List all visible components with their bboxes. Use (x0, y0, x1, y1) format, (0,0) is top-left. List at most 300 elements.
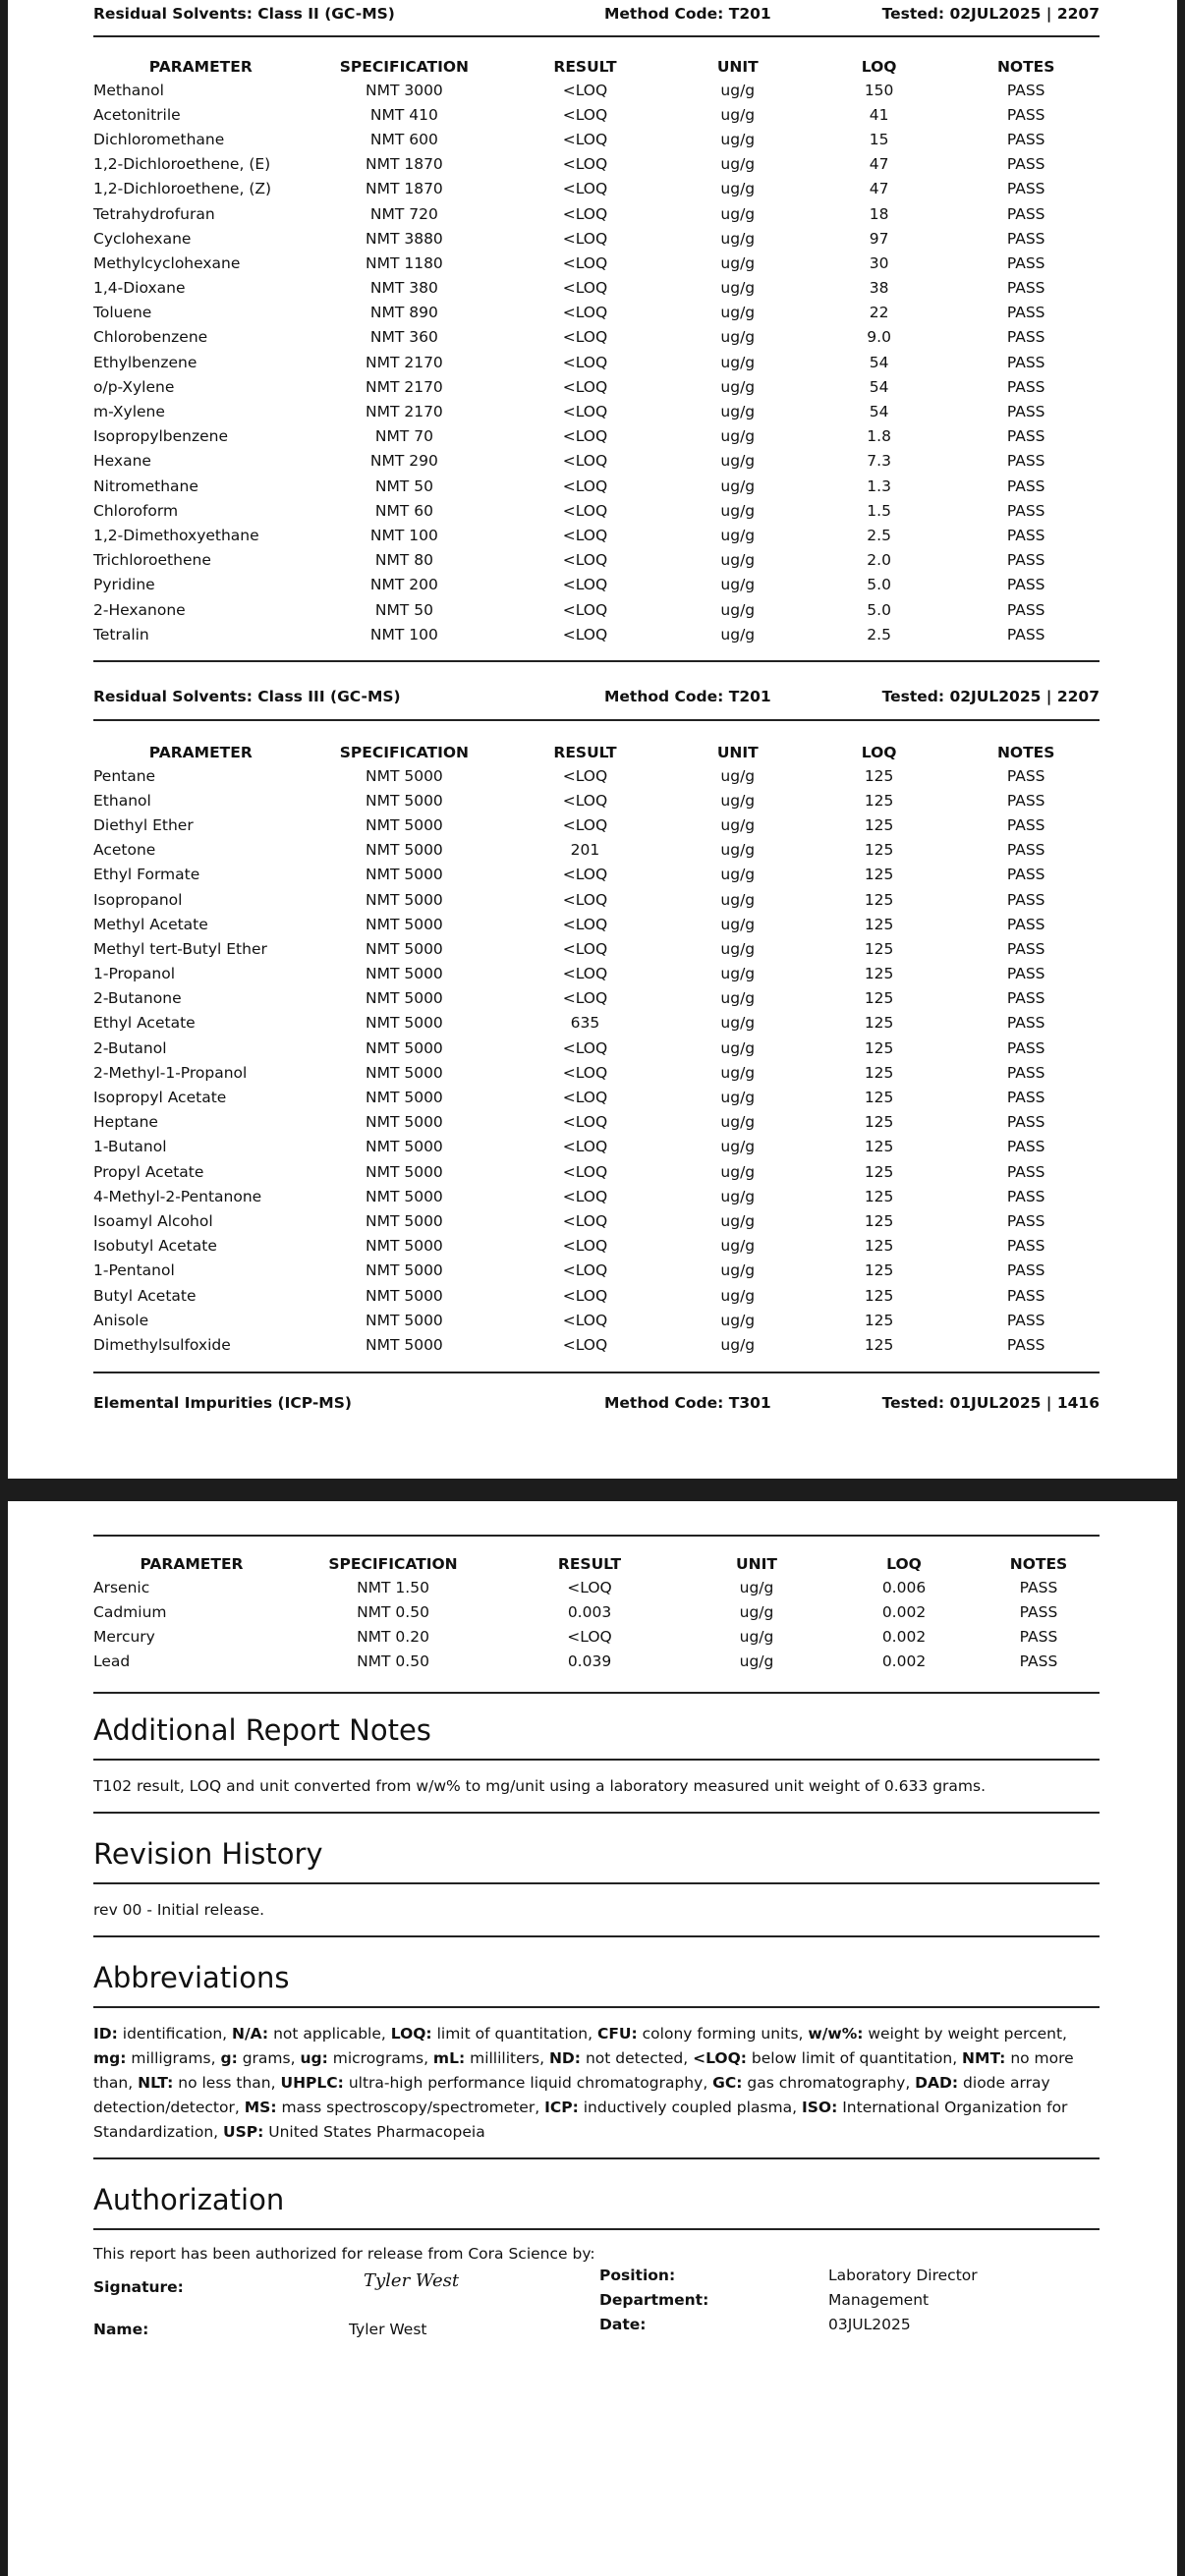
notes-cell: PASS (1006, 1113, 1045, 1132)
tested-date: Tested: 01JUL2025 | 1416 (881, 1393, 1100, 1412)
result-cell: <LOQ (562, 155, 608, 174)
result-cell: <LOQ (562, 939, 608, 958)
loq-cell: 125 (864, 815, 894, 834)
parameter-cell: 1,2-Dichloroethene, (E) (93, 155, 271, 174)
result-cell: <LOQ (562, 766, 608, 785)
notes-cell: PASS (1006, 625, 1045, 644)
specification-cell: NMT 3000 (365, 81, 443, 99)
parameter-cell: 1,2-Dichloroethene, (Z) (93, 180, 272, 198)
unit-cell: ug/g (720, 1261, 756, 1280)
loq-cell: 125 (864, 1063, 894, 1082)
table-row (93, 1085, 1100, 1109)
abbreviation-term: DAD: (915, 2073, 959, 2092)
abbreviation-definition: milliliters (470, 2048, 540, 2067)
notes-cell: PASS (1006, 526, 1045, 544)
result-cell: <LOQ (562, 328, 608, 347)
tested-date: Tested: 02JUL2025 | 2207 (881, 5, 1100, 23)
table-row (93, 301, 1100, 325)
unit-cell: ug/g (720, 551, 756, 570)
parameter-cell: Cadmium (93, 1602, 167, 1621)
specification-cell: NMT 5000 (365, 1311, 443, 1329)
abbreviation-definition: mass spectroscopy/spectrometer (281, 2098, 536, 2116)
abbreviation-definition: milligrams (131, 2048, 211, 2067)
loq-cell: 30 (869, 253, 889, 272)
abbreviation-term: ISO: (801, 2098, 838, 2116)
signature-label: Signature: (93, 2277, 184, 2296)
loq-cell: 18 (869, 204, 889, 223)
abbreviation-term: UHPLC: (280, 2073, 344, 2092)
method-code: Method Code: T301 (604, 1393, 771, 1412)
specification-cell: NMT 5000 (365, 965, 443, 983)
table-row (93, 226, 1100, 251)
parameter-cell: 1-Pentanol (93, 1261, 175, 1280)
elemental-header-row (93, 1552, 1100, 1575)
abbreviation-definition: United States Pharmacopeia (268, 2122, 485, 2141)
result-cell: <LOQ (562, 1063, 608, 1082)
loq-cell: 125 (864, 1089, 894, 1107)
unit-cell: ug/g (720, 1211, 756, 1230)
divider (93, 35, 1100, 37)
specification-cell: NMT 360 (369, 328, 438, 347)
notes-cell: PASS (1006, 1187, 1045, 1205)
elemental-section (93, 1535, 1100, 2345)
abbreviation-term: NMT: (962, 2048, 1006, 2067)
notes-cell: PASS (1006, 1261, 1045, 1280)
parameter-cell: Methyl Acetate (93, 915, 208, 933)
result-cell: <LOQ (562, 279, 608, 298)
result-cell: <LOQ (562, 1162, 608, 1181)
notes-cell: PASS (1006, 989, 1045, 1008)
unit-cell: ug/g (720, 1311, 756, 1329)
notes-cell: PASS (1019, 1652, 1058, 1671)
table-row (93, 1259, 1100, 1283)
unit-cell: ug/g (720, 452, 756, 471)
result-cell: <LOQ (562, 576, 608, 594)
unit-cell: ug/g (720, 180, 756, 198)
specification-cell: NMT 720 (369, 204, 438, 223)
abbreviations-heading: Abbreviations (93, 1960, 290, 1994)
column-header: NOTES (996, 743, 1055, 761)
name-label: Name: (93, 2320, 149, 2338)
class3-section (93, 682, 1100, 1418)
specification-cell: NMT 5000 (365, 1187, 443, 1205)
parameter-cell: Tetralin (93, 625, 149, 644)
unit-cell: ug/g (720, 155, 756, 174)
report-page-1 (8, 0, 1177, 1479)
abbreviation-term: MS: (244, 2098, 277, 2116)
position-label: Position: (599, 2266, 676, 2284)
authorization-heading: Authorization (93, 2182, 285, 2216)
unit-cell: ug/g (720, 1038, 756, 1057)
column-header: RESULT (557, 1554, 622, 1573)
unit-cell: ug/g (720, 1286, 756, 1305)
table-row (93, 763, 1100, 788)
signature: Tyler West (364, 2269, 460, 2291)
table-row (93, 1575, 1100, 1599)
table-row (93, 1599, 1100, 1624)
parameter-cell: 1,2-Dimethoxyethane (93, 526, 259, 544)
notes-cell: PASS (1006, 576, 1045, 594)
loq-cell: 41 (869, 105, 889, 124)
result-cell: <LOQ (562, 815, 608, 834)
result-cell: <LOQ (562, 476, 608, 495)
loq-cell: 15 (869, 130, 889, 148)
elemental-table (93, 1552, 1100, 1674)
parameter-cell: 2-Butanol (93, 1038, 167, 1057)
revision-text: rev 00 - Initial release. (93, 1900, 265, 1919)
parameter-cell: Ethyl Acetate (93, 1014, 196, 1033)
class2-header (93, 0, 1100, 28)
specification-cell: NMT 1870 (365, 155, 443, 174)
specification-cell: NMT 100 (369, 625, 438, 644)
notes-cell: PASS (1019, 1578, 1058, 1596)
class3-header (93, 682, 1100, 711)
parameter-cell: 1-Propanol (93, 965, 175, 983)
table-row (93, 78, 1100, 102)
unit-cell: ug/g (720, 81, 756, 99)
abbreviation-definition: no more than (93, 2048, 1074, 2092)
unit-cell: ug/g (739, 1652, 774, 1671)
unit-cell: ug/g (720, 866, 756, 884)
notes-cell: PASS (1006, 1237, 1045, 1256)
table-row (93, 622, 1100, 646)
date-label: Date: (599, 2315, 647, 2333)
loq-cell: 125 (864, 1237, 894, 1256)
loq-cell: 125 (864, 841, 894, 860)
divider (93, 1935, 1100, 1937)
abbreviation-definition: not applicable (273, 2024, 381, 2043)
abbreviation-definition: identification (122, 2024, 223, 2043)
table-row (93, 1624, 1100, 1649)
abbreviation-term: ID: (93, 2024, 118, 2043)
notes-cell: PASS (1006, 81, 1045, 99)
loq-cell: 0.006 (881, 1578, 927, 1596)
table-row (93, 1308, 1100, 1332)
column-header: SPECIFICATION (339, 743, 470, 761)
unit-cell: ug/g (720, 1237, 756, 1256)
abbreviation-term: mg: (93, 2048, 127, 2067)
notes-cell: PASS (1006, 204, 1045, 223)
divider (93, 1692, 1100, 1694)
result-cell: <LOQ (562, 180, 608, 198)
parameter-cell: Arsenic (93, 1578, 150, 1596)
result-cell: <LOQ (562, 1138, 608, 1156)
column-header: LOQ (886, 1554, 922, 1573)
notes-cell: PASS (1006, 328, 1045, 347)
abbreviation-definition: limit of quantitation (436, 2024, 589, 2043)
notes-cell: PASS (1006, 353, 1045, 371)
result-cell: <LOQ (567, 1627, 612, 1646)
specification-cell: NMT 5000 (365, 1089, 443, 1107)
tested-date: Tested: 02JUL2025 | 2207 (881, 688, 1100, 705)
result-cell: <LOQ (562, 526, 608, 544)
unit-cell: ug/g (720, 625, 756, 644)
table-row (93, 152, 1100, 177)
loq-cell: 1.3 (867, 476, 891, 495)
section-title: Elemental Impurities (ICP-MS) (93, 1393, 352, 1412)
notes-cell: PASS (1006, 841, 1045, 860)
unit-cell: ug/g (720, 328, 756, 347)
specification-cell: NMT 5000 (365, 939, 443, 958)
loq-cell: 125 (864, 890, 894, 909)
result-cell: <LOQ (562, 1311, 608, 1329)
result-cell: <LOQ (562, 81, 608, 99)
column-header: SPECIFICATION (339, 57, 470, 76)
result-cell: <LOQ (562, 204, 608, 223)
loq-cell: 0.002 (881, 1627, 927, 1646)
specification-cell: NMT 5000 (365, 915, 443, 933)
notes-cell: PASS (1006, 1014, 1045, 1033)
column-header: RESULT (553, 57, 617, 76)
column-header: LOQ (861, 57, 897, 76)
loq-cell: 150 (864, 81, 894, 99)
divider (93, 1535, 1100, 1537)
table-row (93, 177, 1100, 201)
specification-cell: NMT 1180 (365, 253, 443, 272)
abbreviation-definition: inductively coupled plasma (583, 2098, 793, 2116)
loq-cell: 2.0 (867, 551, 891, 570)
table-row (93, 548, 1100, 573)
loq-cell: 7.3 (867, 452, 891, 471)
parameter-cell: 2-Butanone (93, 989, 182, 1008)
result-cell: <LOQ (562, 890, 608, 909)
parameter-cell: Lead (93, 1652, 131, 1671)
table-row (93, 812, 1100, 837)
notes-cell: PASS (1006, 155, 1045, 174)
unit-cell: ug/g (720, 600, 756, 619)
result-cell: <LOQ (562, 1038, 608, 1057)
notes-cell: PASS (1019, 1627, 1058, 1646)
specification-cell: NMT 2170 (365, 403, 443, 421)
unit-cell: ug/g (720, 1089, 756, 1107)
table-row (93, 788, 1100, 812)
table-row (93, 399, 1100, 423)
result-cell: 201 (570, 841, 600, 860)
notes-cell: PASS (1006, 1211, 1045, 1230)
name-value: Tyler West (349, 2320, 427, 2338)
notes-text: T102 result, LOQ and unit converted from w/w% to mg/unit using a laboratory measured unit weight of 0.633 grams. (93, 1776, 987, 1795)
table-row (93, 1159, 1100, 1184)
column-header: LOQ (861, 743, 897, 761)
notes-cell: PASS (1006, 600, 1045, 619)
loq-cell: 0.002 (881, 1602, 927, 1621)
parameter-cell: Heptane (93, 1113, 158, 1132)
table-row (93, 449, 1100, 474)
abbreviation-definition: not detected (585, 2048, 684, 2067)
result-cell: <LOQ (562, 377, 608, 396)
notes-cell: PASS (1019, 1602, 1058, 1621)
unit-cell: ug/g (720, 253, 756, 272)
specification-cell: NMT 5000 (365, 989, 443, 1008)
parameter-cell: 2-Methyl-1-Propanol (93, 1063, 248, 1082)
notes-cell: PASS (1006, 766, 1045, 785)
table-row (93, 838, 1100, 863)
specification-cell: NMT 100 (369, 526, 438, 544)
parameter-cell: Methanol (93, 81, 164, 99)
method-code: Method Code: T201 (604, 5, 771, 23)
loq-cell: 2.5 (867, 526, 891, 544)
unit-cell: ug/g (720, 130, 756, 148)
notes-cell: PASS (1006, 427, 1045, 446)
table-row (93, 374, 1100, 399)
specification-cell: NMT 60 (374, 501, 433, 520)
loq-cell: 5.0 (867, 600, 891, 619)
notes-cell: PASS (1006, 965, 1045, 983)
loq-cell: 47 (869, 180, 889, 198)
unit-cell: ug/g (720, 204, 756, 223)
loq-cell: 125 (864, 1311, 894, 1329)
parameter-cell: Nitromethane (93, 476, 198, 495)
unit-cell: ug/g (739, 1578, 774, 1596)
table-row (93, 1011, 1100, 1036)
unit-cell: ug/g (720, 304, 756, 322)
notes-cell: PASS (1006, 1038, 1045, 1057)
unit-cell: ug/g (720, 1014, 756, 1033)
section-title: Residual Solvents: Class II (GC-MS) (93, 5, 395, 23)
parameter-cell: Propyl Acetate (93, 1162, 204, 1181)
column-header: PARAMETER (148, 743, 253, 761)
divider (93, 1812, 1100, 1814)
specification-cell: NMT 5000 (365, 1063, 443, 1082)
loq-cell: 125 (864, 1211, 894, 1230)
abbreviation-definition: ultra-high performance liquid chromatography (348, 2073, 704, 2092)
notes-cell: PASS (1006, 866, 1045, 884)
unit-cell: ug/g (720, 1063, 756, 1082)
specification-cell: NMT 5000 (365, 766, 443, 785)
parameter-cell: Dimethylsulfoxide (93, 1335, 231, 1354)
unit-cell: ug/g (720, 915, 756, 933)
specification-cell: NMT 5000 (365, 1038, 443, 1057)
class3-table (93, 741, 1100, 1358)
parameter-cell: 2-Hexanone (93, 600, 186, 619)
notes-cell: PASS (1006, 1089, 1045, 1107)
result-cell: <LOQ (562, 551, 608, 570)
loq-cell: 125 (864, 1286, 894, 1305)
table-row (93, 986, 1100, 1011)
parameter-cell: Isoamyl Alcohol (93, 1211, 213, 1230)
result-cell: 0.039 (567, 1652, 612, 1671)
class3-header-row (93, 741, 1100, 763)
loq-cell: 125 (864, 1038, 894, 1057)
result-cell: <LOQ (562, 403, 608, 421)
table-row (93, 962, 1100, 986)
divider (93, 2228, 1100, 2230)
parameter-cell: Toluene (93, 304, 152, 322)
column-header: NOTES (996, 57, 1055, 76)
divider (93, 2157, 1100, 2159)
notes-cell: PASS (1006, 105, 1045, 124)
loq-cell: 125 (864, 1138, 894, 1156)
loq-cell: 54 (869, 353, 889, 371)
parameter-cell: Isopropyl Acetate (93, 1089, 227, 1107)
loq-cell: 5.0 (867, 576, 891, 594)
loq-cell: 22 (869, 304, 889, 322)
parameter-cell: Anisole (93, 1311, 149, 1329)
result-cell: <LOQ (562, 427, 608, 446)
abbreviation-term: g: (220, 2048, 238, 2067)
section-title: Residual Solvents: Class III (GC-MS) (93, 688, 401, 705)
specification-cell: NMT 5000 (365, 1211, 443, 1230)
unit-cell: ug/g (720, 1162, 756, 1181)
abbreviation-definition: weight by weight percent (868, 2024, 1063, 2043)
loq-cell: 125 (864, 766, 894, 785)
result-cell: <LOQ (562, 1211, 608, 1230)
table-row (93, 523, 1100, 547)
notes-cell: PASS (1006, 1335, 1045, 1354)
loq-cell: 47 (869, 155, 889, 174)
notes-cell: PASS (1006, 1286, 1045, 1305)
loq-cell: 54 (869, 403, 889, 421)
notes-cell: PASS (1006, 377, 1045, 396)
parameter-cell: Methyl tert-Butyl Ether (93, 939, 267, 958)
department-value: Management (828, 2290, 930, 2309)
specification-cell: NMT 2170 (365, 353, 443, 371)
parameter-cell: Pyridine (93, 576, 155, 594)
loq-cell: 125 (864, 1335, 894, 1354)
parameter-cell: 1-Butanol (93, 1138, 167, 1156)
table-row (93, 127, 1100, 151)
specification-cell: NMT 5000 (365, 1237, 443, 1256)
abbreviation-term: GC: (712, 2073, 743, 2092)
parameter-cell: Acetone (93, 841, 156, 860)
abbreviation-definition: colony forming units (642, 2024, 799, 2043)
loq-cell: 125 (864, 965, 894, 983)
parameter-cell: Isobutyl Acetate (93, 1237, 217, 1256)
unit-cell: ug/g (739, 1602, 774, 1621)
parameter-cell: Methylcyclohexane (93, 253, 241, 272)
unit-cell: ug/g (720, 890, 756, 909)
result-cell: <LOQ (562, 1286, 608, 1305)
unit-cell: ug/g (720, 105, 756, 124)
abbreviation-term: USP: (223, 2122, 264, 2141)
result-cell: <LOQ (562, 915, 608, 933)
abbreviation-term: <LOQ: (693, 2048, 747, 2067)
result-cell: <LOQ (562, 791, 608, 810)
specification-cell: NMT 5000 (365, 1138, 443, 1156)
unit-cell: ug/g (720, 427, 756, 446)
unit-cell: ug/g (720, 791, 756, 810)
table-row (93, 498, 1100, 523)
loq-cell: 125 (864, 1162, 894, 1181)
unit-cell: ug/g (720, 501, 756, 520)
result-cell: <LOQ (562, 130, 608, 148)
notes-cell: PASS (1006, 551, 1045, 570)
parameter-cell: Tetrahydrofuran (93, 204, 215, 223)
specification-cell: NMT 5000 (365, 1113, 443, 1132)
specification-cell: NMT 5000 (365, 1162, 443, 1181)
notes-cell: PASS (1006, 501, 1045, 520)
specification-cell: NMT 5000 (365, 1014, 443, 1033)
divider (93, 660, 1100, 662)
unit-cell: ug/g (720, 377, 756, 396)
notes-cell: PASS (1006, 1063, 1045, 1082)
parameter-cell: Ethylbenzene (93, 353, 198, 371)
notes-cell: PASS (1006, 304, 1045, 322)
abbreviation-definition: gas chromatography (747, 2073, 906, 2092)
result-cell: <LOQ (562, 600, 608, 619)
column-header: UNIT (716, 743, 759, 761)
notes-cell: PASS (1006, 815, 1045, 834)
notes-cell: PASS (1006, 1311, 1045, 1329)
specification-cell: NMT 0.20 (357, 1627, 429, 1646)
result-cell: <LOQ (562, 253, 608, 272)
result-cell: <LOQ (562, 501, 608, 520)
specification-cell: NMT 5000 (365, 841, 443, 860)
specification-cell: NMT 410 (369, 105, 438, 124)
table-row (93, 325, 1100, 350)
specification-cell: NMT 5000 (365, 815, 443, 834)
table-row (93, 573, 1100, 597)
